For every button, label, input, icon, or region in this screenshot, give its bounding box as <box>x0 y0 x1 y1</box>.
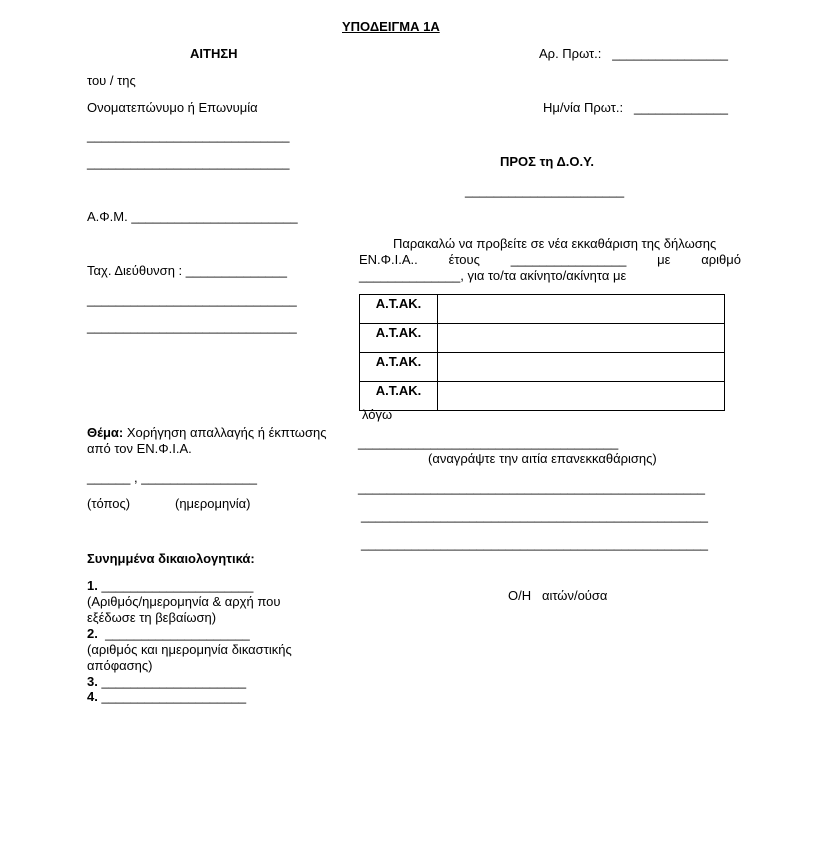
with-text: με <box>657 252 671 267</box>
subject-line-2: από τον ΕΝ.Φ.Ι.Α. <box>87 441 192 456</box>
attachment-2-hint-1: (αριθμός και ημερομηνία δικαστικής <box>87 642 292 657</box>
protocol-date-label: Ημ/νία Πρωτ.: <box>543 100 624 115</box>
protocol-date <box>543 100 728 115</box>
attachment-4-number: 4. <box>87 689 98 704</box>
atak-label: Α.Τ.ΑΚ. <box>360 382 438 411</box>
request-line-2 <box>359 252 741 267</box>
signature-label: Ο/Η αιτών/ούσα <box>508 588 608 603</box>
request-line-1: Παρακαλώ να προβείτε σε νέα εκκαθάριση της δήλωσης <box>393 236 717 251</box>
atak-row <box>360 382 725 411</box>
protocol-date-field[interactable]: _____________ <box>633 100 728 115</box>
reason-hint: (αναγράψτε την αιτία επανεκκαθάρισης) <box>428 451 657 466</box>
attachment-1-hint-2: εξέδωσε τη βεβαίωση) <box>87 610 217 625</box>
attachment-item-4 <box>87 689 246 704</box>
attachment-item-1 <box>87 578 253 593</box>
atak-value-cell[interactable] <box>438 295 725 324</box>
afm-field[interactable]: _______________________ <box>131 209 298 224</box>
atak-label: Α.Τ.ΑΚ. <box>360 353 438 382</box>
atak-row <box>360 324 725 353</box>
address-row <box>87 263 287 278</box>
subject-label: Θέμα: <box>87 425 124 440</box>
reason-field[interactable]: ____________________________________ <box>358 435 619 450</box>
atak-value-cell[interactable] <box>438 353 725 382</box>
name-field-2[interactable]: ____________________________ <box>87 155 290 170</box>
atak-row <box>360 353 725 382</box>
atak-table <box>359 294 725 411</box>
protocol-number <box>539 46 728 61</box>
attachment-2-hint-2: απόφασης) <box>87 658 153 673</box>
recipient-title: ΠΡΟΣ τη Δ.Ο.Υ. <box>500 154 594 169</box>
of-label: του / της <box>87 73 136 88</box>
reason-line-3[interactable]: ________________________________________________ <box>361 536 709 551</box>
attachment-1-field[interactable]: _____________________ <box>101 578 254 593</box>
model-title: ΥΠΟΔΕΙΓΜΑ 1Α <box>342 19 440 34</box>
attachments-title: Συνημμένα δικαιολογητικά: <box>87 551 255 566</box>
atak-label: Α.Τ.ΑΚ. <box>360 324 438 353</box>
year-text: έτους <box>448 252 480 267</box>
subject-line-1 <box>87 425 326 440</box>
reason-line-2[interactable]: ________________________________________________ <box>361 508 709 523</box>
protocol-number-label: Αρ. Πρωτ.: <box>539 46 602 61</box>
protocol-number-field[interactable]: ________________ <box>612 46 728 61</box>
place-field[interactable]: ______ <box>87 470 131 485</box>
atak-label: Α.Τ.ΑΚ. <box>360 295 438 324</box>
number-text: αριθμό <box>701 252 741 267</box>
name-label: Ονοματεπώνυμο ή Επωνυμία <box>87 100 258 115</box>
place-date-separator: , <box>134 470 138 485</box>
attachment-4-field[interactable]: ____________________ <box>101 689 247 704</box>
atak-row <box>360 295 725 324</box>
address-field-2[interactable]: _____________________________ <box>87 292 297 307</box>
atak-value-cell[interactable] <box>438 382 725 411</box>
because-label: λόγω <box>362 407 393 422</box>
attachment-2-field[interactable]: ____________________ <box>105 626 250 641</box>
attachment-item-2 <box>87 626 250 641</box>
application-title: ΑΙΤΗΣΗ <box>190 46 238 61</box>
enfia-text: ΕΝ.Φ.Ι.Α.. <box>359 252 418 267</box>
date-field[interactable]: ________________ <box>141 470 257 485</box>
attachment-1-number: 1. <box>87 578 98 593</box>
attachment-item-3 <box>87 674 246 689</box>
attachment-3-field[interactable]: ____________________ <box>101 674 247 689</box>
subject-text-1: Χορήγηση απαλλαγής ή έκπτωσης <box>126 425 327 440</box>
year-field[interactable]: ________________ <box>510 252 627 267</box>
doy-field[interactable]: ______________________ <box>465 183 625 198</box>
address-field-3[interactable]: _____________________________ <box>87 319 297 334</box>
place-date-row <box>87 470 257 485</box>
reason-line-1[interactable]: ________________________________________________ <box>358 480 706 495</box>
request-line-3: ______________, για το/τα ακίνητο/ακίνητα με <box>359 268 627 283</box>
name-field-1[interactable]: ____________________________ <box>87 128 290 143</box>
address-field[interactable]: ______________ <box>185 263 288 278</box>
date-label: (ημερομηνία) <box>175 496 251 511</box>
attachment-3-number: 3. <box>87 674 98 689</box>
attachment-1-hint-1: (Αριθμός/ημερομηνία & αρχή που <box>87 594 281 609</box>
atak-value-cell[interactable] <box>438 324 725 353</box>
afm-row <box>87 209 298 224</box>
attachment-2-number: 2. <box>87 626 98 641</box>
place-label: (τόπος) <box>87 496 131 511</box>
address-label: Ταχ. Διεύθυνση : <box>87 263 183 278</box>
afm-label: Α.Φ.Μ. <box>87 209 128 224</box>
